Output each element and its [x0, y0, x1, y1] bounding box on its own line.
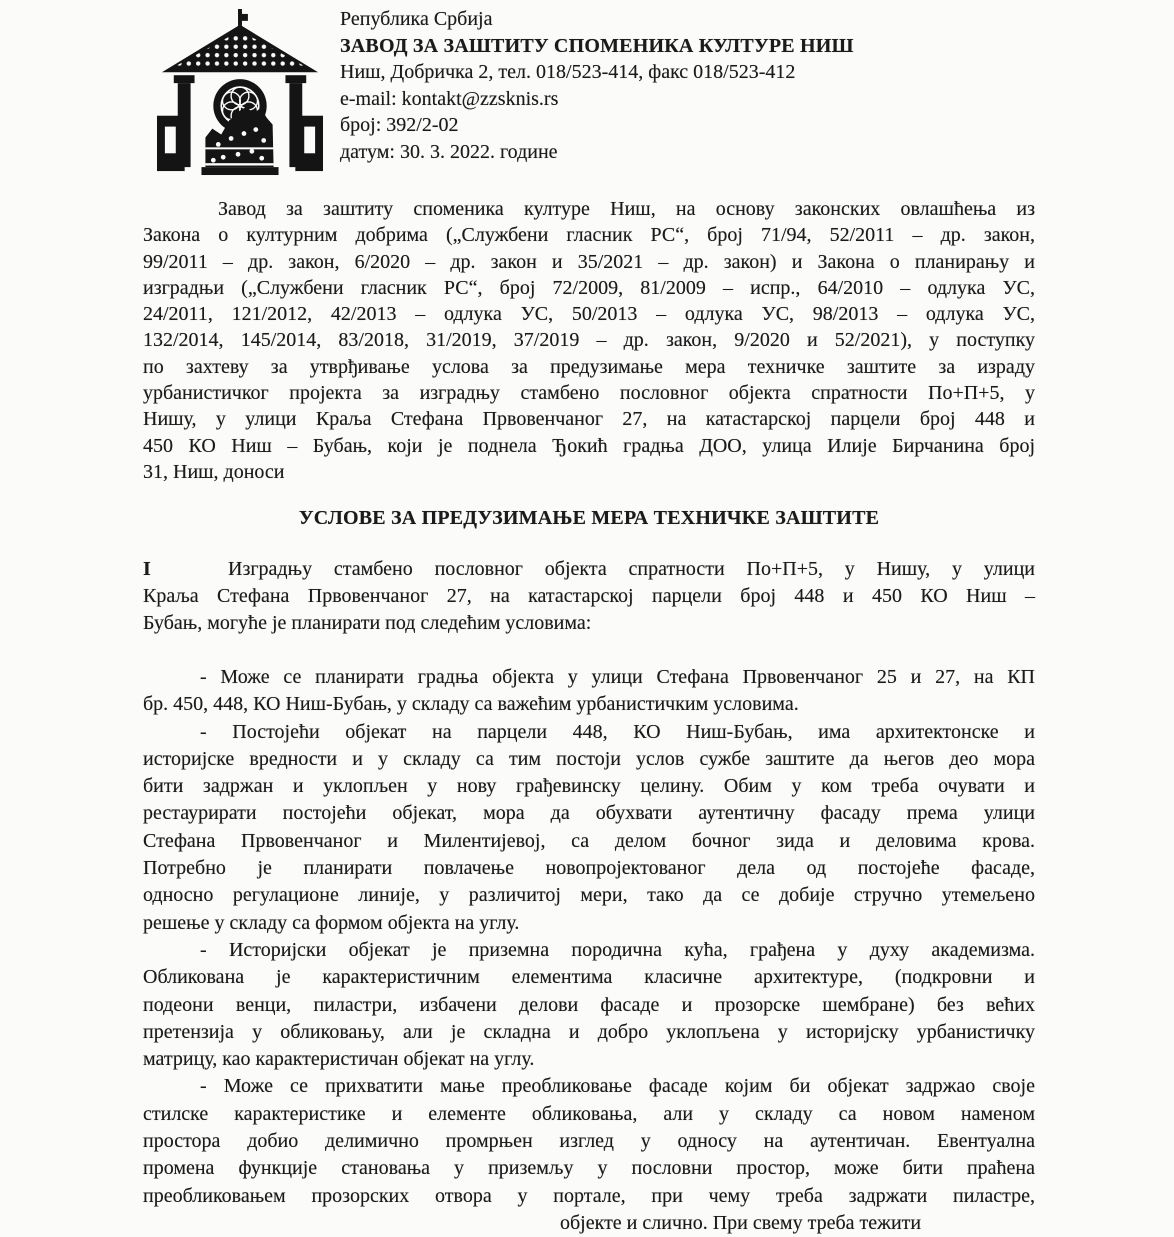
letterhead-address: Ниш, Добричка 2, тел. 018/523-414, факс 018/523-412 — [340, 61, 796, 84]
condition-line: претензија у обликовању, али је складна и добро уклопљена у историјску урбанистичку — [143, 1020, 1035, 1043]
letterhead-institution: ЗАВОД ЗА ЗАШТИТУ СПОМЕНИКА КУЛТУРЕ НИШ — [340, 34, 854, 57]
document-title: УСЛОВЕ ЗА ПРЕДУЗИМАЊЕ МЕРА ТЕХНИЧКЕ ЗАШТИТЕ — [298, 507, 880, 529]
condition-line: преобликовањем прозорских отвора у портале, при чему треба задржати пиластре, — [143, 1184, 1035, 1207]
condition-line: подеони венци, пиластри, избачени делови фасаде и прозорске шембране) без већих — [143, 993, 1035, 1016]
intro-line: Закона о културним добрима („Службени гласник РС“, број 71/94, 52/2011 – др. закон, — [143, 224, 1035, 247]
intro-paragraph — [143, 196, 1035, 485]
condition-line: односно регулационе линије, у различитој мери, тако да се добије стручно утемељено — [143, 884, 1035, 907]
conditions-list — [143, 664, 1035, 1237]
condition-line: бр. 450, 448, КО Ниш-Бубањ, у складу са важећим урбанистичким условима. — [143, 693, 799, 716]
condition-line: матрицу, као карактеристичан објекат на углу. — [143, 1048, 535, 1071]
condition-line: Стефана Првовенчаног и Милентијевој, са делом бочног зида и деловима крова. — [143, 829, 1035, 852]
intro-line: по захтеву за утврђивање услова за предузимање мера техничке заштите за израду — [143, 355, 1035, 378]
letterhead-number: број: 392/2-02 — [340, 114, 459, 137]
intro-line: Нишу, у улици Краља Стефана Првовенчаног 27, на катастарској парцели број 448 и — [143, 408, 1035, 431]
section-line: Бубањ, могуће је планирати под следећим условима: — [143, 612, 592, 634]
section-line: Краља Стефана Првовенчаног 27, на катастарској парцели број 448 и 450 КО Ниш – — [143, 585, 1035, 607]
letterhead-date: датум: 30. 3. 2022. године — [340, 140, 558, 163]
condition-line: Потребно је планирати повлачење новопројектованог дела од постојеће фасаде, — [143, 857, 1035, 880]
condition-line: бити задржан и уклопљен у нову грађевинску целину. Обим у ком треба очувати и — [143, 775, 1035, 798]
letterhead-email: e-mail: kontakt@zzsknis.rs — [340, 87, 559, 110]
intro-line: Завод за заштиту споменика културе Ниш, на основу законских овлашћења из — [218, 198, 1035, 220]
monastery-facade-icon — [156, 8, 324, 178]
intro-line: урбанистичког пројекта за изградњу стамбено пословног објекта спратности По+П+5, у — [143, 382, 1035, 405]
intro-line: 24/2011, 121/2012, 42/2013 – одлука УС, 50/2013 – одлука УС, 98/2013 – одлука УС, — [143, 303, 1035, 326]
condition-line: - Историјски објекат је приземна породична кућа, грађена у духу академизма. — [200, 938, 1035, 961]
letterhead — [340, 6, 1040, 166]
condition-line: - Постојећи објекат на парцели 448, КО Ниш-Бубањ, има архитектонске и — [200, 720, 1035, 743]
condition-line: стилске карактеристике и елементе обликовања, али у складу са новом наменом — [143, 1102, 1035, 1125]
condition-line: историјске вредности и у складу са тим постоји услов сужбе заштите да његов део мора — [143, 747, 1035, 770]
intro-line: 132/2014, 145/2014, 83/2018, 31/2019, 37/2019 – др. закон, 9/2020 и 52/2021), у поступку — [143, 329, 1035, 352]
condition-line: рестаурирати постојећи објекат, мора да обухвати аутентичну фасаду према улици — [143, 802, 1035, 825]
condition-line: - Може се планирати градња објекта у улици Стефана Првовенчаног 25 и 27, на КП — [200, 666, 1035, 688]
intro-line: 450 КО Ниш – Бубањ, који је поднела Ђокић градња ДОО, улица Илије Бирчанина број — [143, 434, 1035, 457]
condition-line: - Може се прихватити мање преобликовање фасаде којим би објекат задржао своје — [200, 1075, 1035, 1098]
letterhead-country: Република Србија — [340, 8, 493, 30]
section-one — [143, 556, 1035, 637]
section-line: Изградњу стамбено пословног објекта спратности По+П+5, у Нишу, у улици — [228, 558, 1035, 580]
intro-line: 31, Ниш, доноси — [143, 460, 285, 483]
condition-line: промена функције становања у приземљу у пословни простор, може бити праћена — [143, 1157, 1035, 1180]
section-one-marker: I — [143, 558, 151, 580]
clipped-bottom-line: објекте и слично. При свему треба тежити — [560, 1211, 922, 1234]
condition-line: простора добио делимично промрњен изглед у односу на аутентичан. Евентуална — [143, 1130, 1035, 1153]
intro-line: изградњи („Службени гласник РС“, број 72/2009, 81/2009 – испр., 64/2010 – одлука УС, — [143, 276, 1035, 299]
intro-line: 99/2011 – др. закон, 6/2020 – др. закон и 35/2021 – др. закон) и Закона о планирању и — [143, 250, 1035, 273]
condition-line: решење у складу са формом објекта на углу. — [143, 911, 520, 934]
condition-line: Обликована је карактеристичним елементима класичне архитектуре, (подкровни и — [143, 966, 1035, 989]
